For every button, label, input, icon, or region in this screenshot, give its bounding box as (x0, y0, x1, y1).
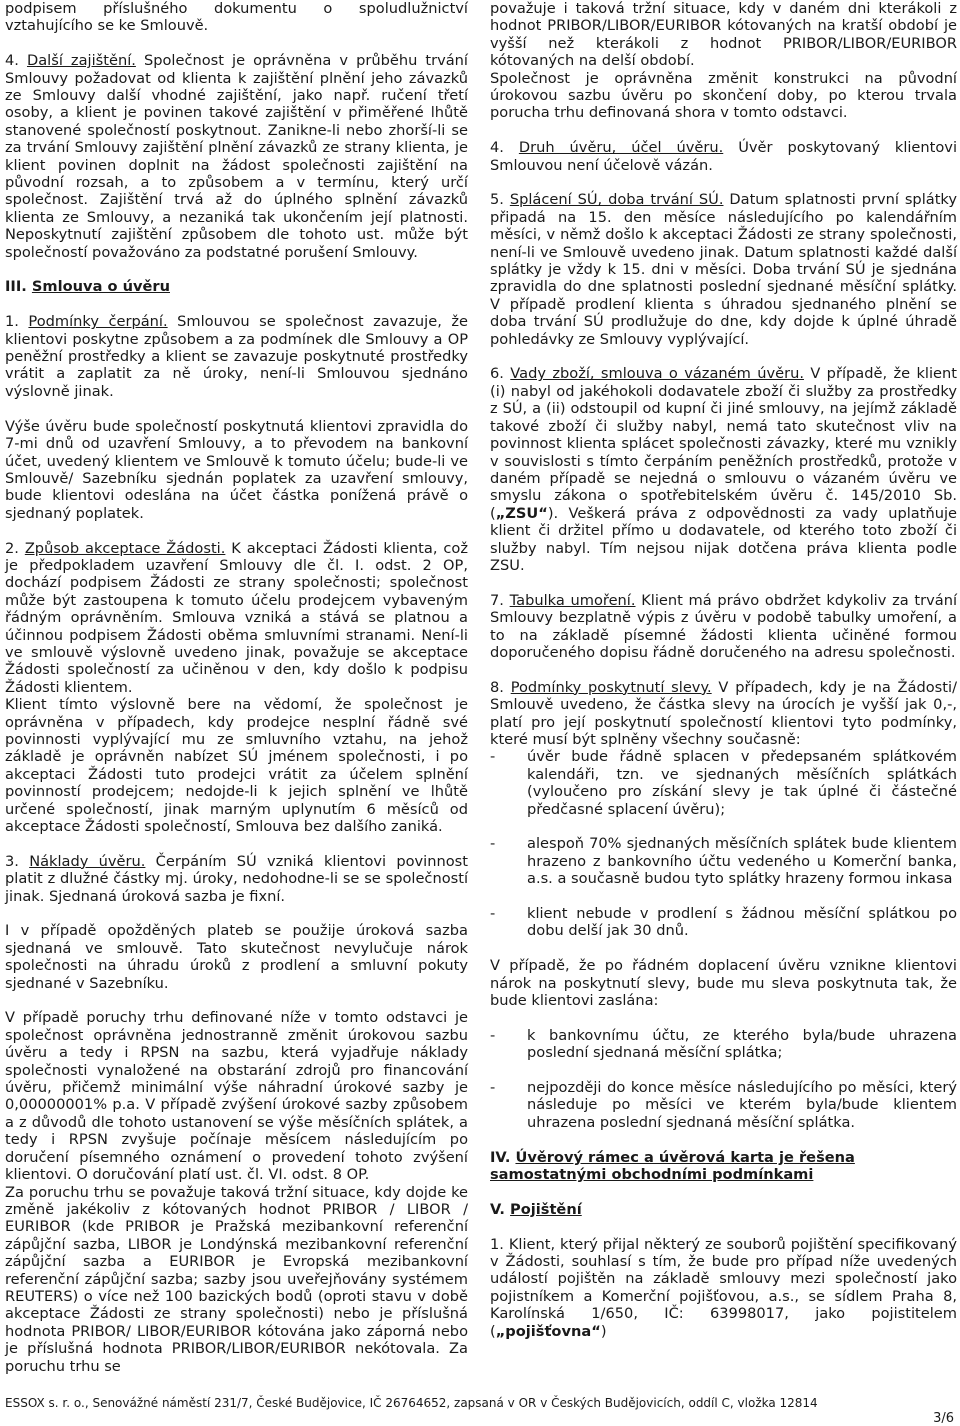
page-footer: ESSOX s. r. o., Senovážné náměstí 231/7, České Budějovice, IČ 26764652, zapsaná v OR v Českých Budějovicích, oddíl C, vložka 12814 (5, 1396, 818, 1410)
paragraph-opozdene-platby: I v případě opožděných plateb se použije úroková sazba sjednaná ve smlouvě. Tato skutečnost nevylučuje nárok společnosti na úhradu úroků z prodlení a smluvní pokuty sjednané v Sazebníku. (5, 922, 468, 992)
list-item-text: úvěr bude řádně splacen v předepsaném splátkovém kalendáři, tzn. ve sjednaných měsíčních splátkách (vyloučeno pro získání slevy je tak úplné či částečné předčasné splacení úvěru); (527, 748, 957, 818)
list-item (490, 905, 957, 940)
heading-uverovy-ramec (490, 1149, 957, 1184)
section-text: Úvěr poskytovaný klientovi Smlouvou není účelově vázán. (490, 139, 957, 174)
section-vady-zbozi (490, 365, 957, 574)
heading-number: V. (490, 1200, 511, 1218)
list-item (490, 1027, 957, 1062)
heading-title: Úvěrový rámec a úvěrová karta je řešena samostatnými obchodními podmínkami (490, 1148, 855, 1184)
section-number: 4. (5, 52, 27, 70)
section-title: Způsob akceptace Žádosti. (24, 539, 226, 557)
section-number: 1. (5, 313, 29, 331)
section-text: Datum splatnosti první splátky připadá na 15. den měsíce následujícího po kalendářním měsíci, v němž došlo k akceptaci Žádosti ze strany společnosti, není-li ve Smlouvě uvedeno jinak. Datum splatnosti každé další splátky je vždy k 15. dni v měsíci. Doba trvání SÚ je sjednána zpravidla do dne splatnosti poslední sjednané měsíční splátky. V případě prodlení klienta s úhradou sjednaného plnění se doba trvání SÚ prodlužuje do dne, kdy dojde k úplné úhradě pohledávky ze Smlouvy vyplývající. (490, 191, 957, 348)
section-splaceni (490, 191, 957, 348)
section-number: 4. (490, 139, 519, 157)
section-number: 7. (490, 591, 510, 609)
section-pojisteni-1 (490, 1236, 957, 1340)
section-tabulka-umoreni (490, 592, 957, 662)
paragraph-zmena-konstrukce: Společnost je oprávněna změnit konstrukci na původní úrokovou sazbu úvěru po skončení doby, po kterou trvala porucha trhu definovaná shora v tomto odstavci. (490, 69, 957, 122)
section-text: V případě, že klient (i) nabyl od jakéhokoli dodavatele zboží či služby za prostředky z SÚ, a (ii) odstoupil od kupní či jiné smlouvy, na jejímž základě takové zboží či služby nabyl, nemá tato skutečnost vliv na povinnost klienta splácet společnosti závazky, které mu vznikly v souvislosti s tímto čerpáním peněžních prostředků, protože v daném případě se nejedná o smlouvu o vázaném úvěru ve smyslu zákona o spotřebitelském úvěru č. 145/2010 Sb. ( (490, 365, 957, 522)
section-title: Podmínky čerpání. (28, 313, 168, 331)
section-number: 6. (490, 365, 511, 383)
paragraph-klient-bere-na-vedomi: Klient tímto výslovně bere na vědomí, že společnost je oprávněna v případech, kdy prodejce nesplní řádně své povinnosti vyplývající mu ze smluvního vztahu, na jehož základě je oprávněn nabízet SÚ jménem společnosti, i po akceptaci Žádosti tuto prodejci vrátit za účelem splnění povinností prodejcem; nedojde-li k jejich splnění ve lhůtě určené společností, jinak marným uplynutím 6 měsíců od akceptace Žádosti společností, Smlouva bez dalšího zaniká. (5, 696, 468, 836)
section-druh-uveru (490, 139, 957, 174)
section-title: Druh úvěru, účel úvěru. (518, 139, 724, 157)
paragraph-porucha-trhu: V případě poruchy trhu definované níže v tomto odstavci je společnost oprávněna jednostranně změnit úrokovou sazbu úvěru a tedy i RPSN na sazbu, která vyjadřuje náklady společnosti vynaložené na obstarání zdrojů pro financování úvěru, přičemž minimální výše náhradní úrokové sazby je 0,00000001% p.a. V případě zvýšení úrokové sazby způsobem a z důvodů dle tohoto ustanovení se výše měsíčních splátek, a tedy i RPSN zvyšuje počínaje měsícem následujícím po doručení písemného oznámení o provedení tohoto zvýšení klientovi. O doručování platí ust. čl. VI. odst. 8 OP. (5, 1009, 468, 1184)
section-text: Společnost je oprávněna v průběhu trvání Smlouvy požadovat od klienta k zajištění plnění jeho závazků ze Smlouvy další vhodné zajištění, jako např. ručení třetí osoby, a klient je povinen takové zajištění v přiměřené lhůtě stanovené společností poskytnout. Zanikne-li nebo zhorší-li se za trvání Smlouvy zajištění plnění závazků ze strany klienta, je klient povinen doplnit na žádost společnosti zajištění na původní rozsah, a to způsobem a v termínu, který určí společnost. Zajištění trvá až do úplného splnění závazků klienta ze Smlouvy, a nezaniká tak ukončením její platnosti. Neposkytnutí zajištění způsobem dle tohoto ust. může být společností považováno za podstatné porušení Smlouvy. (5, 52, 468, 261)
section-zpusob-akceptace (5, 540, 468, 697)
section-dalsi-zajisteni (5, 52, 468, 261)
defined-term-pojistovna: „pojišťovna“ (495, 1322, 601, 1340)
section-podminky-slevy (490, 679, 957, 749)
section-number: 5. (490, 191, 510, 209)
list-dash: - (490, 1079, 496, 1097)
heading-title: Pojištění (510, 1200, 582, 1218)
section-text: 1. Klient, který přijal některý ze souborů pojištění specifikovaný v Žádosti, souhlasí s tím, že bude pro případ níže uvedených událostí pojištěn na základě smlouvy mezi společností jako pojistníkem a Komerční pojišťovou, a.s., se sídlem Praha 8, Karolínská 1/650, IČ: 63998017, jako pojistitelem ( (490, 1235, 957, 1340)
paragraph-poskytnuti-slevy: V případě, že po řádném doplacení úvěru vznikne klientovi nárok na poskytnutí slevy, bude mu sleva poskytnuta tak, že bude klientovi zaslána: (490, 957, 957, 1010)
section-text-end: ) (600, 1322, 607, 1340)
paragraph-definice-poruchy-trhu: Za poruchu trhu se považuje taková tržní situace, kdy dojde ke změně jakékoliv z kótovaných hodnot PRIBOR / LIBOR / EURIBOR (kde PRIBOR je Pražská mezibankovní referenční zápůjční sazba, LIBOR je Londýnská mezibankovní referenční zápůjční sazba a EURIBOR je Evropská mezibankovní referenční zápůjční sazba; sazby jsou uveřejňovány systémem REUTERS) o více než 100 bazických bodů (oproti stavu v době akceptace Žádosti ze strany společnosti) nebo je příslušná hodnota PRIBOR/ LIBOR/EURIBOR kótována jako záporná nebo je příslušná hodnota PRIBOR/LIBOR/EURIBOR nekótovala. Za poruchu trhu se (5, 1183, 468, 1375)
section-text: Klient má právo obdržet kdykoliv za trvání Smlouvy bezplatně výpis z úvěru v podobě tabulky umoření, a to na základě písemné žádosti klienta učiněné formou doporučeného dopisu řádně doručeného na adresu společnosti. (490, 591, 958, 661)
paragraph-spoludluznictvi: podpisem příslušného dokumentu o spoludlužnictví vztahujícího se ke Smlouvě. (5, 0, 468, 35)
section-title: Další zajištění. (26, 52, 136, 70)
list-dash: - (490, 748, 496, 766)
list-item-text: klient nebude v prodlení s žádnou měsíční splátkou po dobu delší jak 30 dnů. (527, 905, 957, 940)
section-text: K akceptaci Žádosti klienta, což je předpokladem uzavření Smlouvy dle čl. I. odst. 2 OP, dochází podpisem Žádosti ze strany společnosti; společnost může být zastoupena k tomuto účelu prodejcem vybaveným řádným oprávněním. Smlouva vzniká a stává se platnou a účinnou podpisem Žádosti oběma smluvními stranami. Není-li ve smlouvě výslovně uvedeno jinak, považuje se akceptace Žádosti společností za učiněnou v den, kdy došlo k podpisu Žádosti klientem. (5, 539, 468, 696)
section-podminky-cerpani (5, 313, 468, 400)
section-title: Podmínky poskytnutí slevy. (510, 678, 712, 696)
section-text: V případech, kdy je na Žádosti/ Smlouvě uvedeno, že částka slevy na úrocích je vyšší jak 0,-, platí pro její poskytnutí společností klientovi tyto podmínky, které musí být splněny všechny současně: (490, 678, 957, 748)
defined-term-zsu: „ZSU“ (495, 504, 548, 522)
list-item-text: nejpozději do konce měsíce následujícího po měsíci, který následuje po měsíci ve kterém byla/bude klientem uhrazena poslední sjednaná měsíční splátka. (527, 1079, 957, 1131)
section-number: 3. (5, 852, 30, 870)
section-title: Splácení SÚ, doba trvání SÚ. (509, 191, 724, 209)
heading-title: Smlouva o úvěru (31, 278, 170, 296)
section-title: Tabulka umoření. (509, 591, 636, 609)
section-text-continued: ). Veškerá práva z odpovědnosti za vady uplatňuje klient či držitel přímo u dodavatele, od kterého toto zboží či služby nabyl. Tím nejsou nijak dotčena práva klienta podle ZSU. (490, 504, 957, 574)
section-number: 8. (490, 678, 511, 696)
left-column (5, 0, 468, 1375)
section-text: Čerpáním SÚ vzniká klientovi povinnost platit z dlužné částky mj. úroky, nedohodne-li se se společností jinak. Sjednaná úroková sazba je fixní. (5, 852, 468, 905)
paragraph-vyse-uveru: Výše úvěru bude společností poskytnutá klientovi zpravidla do 7-mi dnů od uzavření Smlouvy, a to převodem na bankovní účet, uvedený klientem ve Smlouvě k tomuto účelu; bude-li ve Smlouvě/ Sazebníku sjednán poplatek za uzavření smlouvy, bude klientovi odeslána na účet částka ponížená právě o sjednaný poplatek. (5, 417, 468, 522)
paragraph-trzni-situace: považuje i taková tržní situace, kdy v daném dni kterákoli z hodnot PRIBOR/LIBOR/EURIBOR kótovaných na kratší období je vyšší než kterákoli z hodnot PRIBOR/LIBOR/EURIBOR kótovaných na delší období. (490, 0, 957, 70)
list-item (490, 1079, 957, 1131)
section-text: Smlouvou se společnost zavazuje, že klientovi poskytne způsobem a za podmínek dle Smlouvy a OP peněžní prostředky a klient se zavazuje poskytnuté prostředky vrátit a zaplatit za ně úroky, není-li Smlouvou sjednáno výslovně jinak. (5, 313, 468, 400)
section-number: 2. (5, 539, 25, 557)
heading-pojisteni (490, 1201, 957, 1218)
list-item-text: k bankovnímu účtu, ze kterého byla/bude uhrazena poslední sjednaná měsíční splátka; (527, 1026, 957, 1062)
section-naklady-uveru (5, 853, 468, 905)
list-item (490, 748, 957, 818)
heading-number: III. (5, 278, 32, 296)
heading-number: IV. (490, 1148, 516, 1166)
list-item (490, 835, 957, 887)
list-dash: - (490, 1026, 496, 1044)
page-number: 3/6 (933, 1411, 954, 1426)
heading-smlouva-o-uveru (5, 278, 468, 295)
right-column (490, 0, 957, 1340)
section-title: Vady zboží, smlouva o vázaném úvěru. (510, 365, 804, 383)
section-title: Náklady úvěru. (29, 852, 146, 870)
list-dash: - (490, 905, 496, 923)
list-item-text: alespoň 70% sjednaných měsíčních splátek bude klientem hrazeno z bankovního účtu vedeného u Komerční banka, a.s. a současně budou tyto splátky hrazeny formou inkasa (527, 835, 957, 888)
list-dash: - (490, 835, 496, 853)
